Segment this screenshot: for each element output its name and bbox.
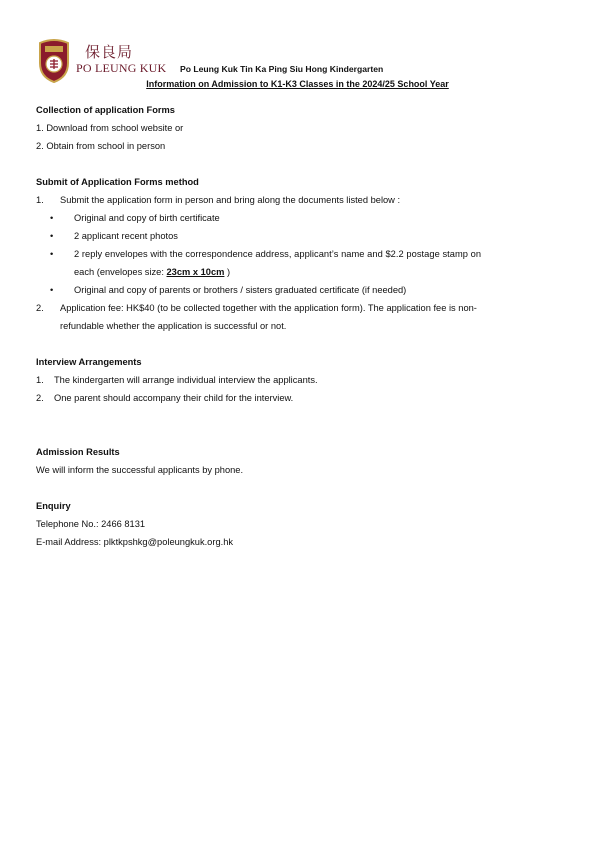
document-bullet-item: 2 reply envelopes with the correspondence address, applicant’s name and $2.2 postage stamp on: [74, 249, 482, 259]
submit-heading: Submit of Application Forms method: [36, 177, 199, 187]
collection-item: 2. Obtain from school in person: [36, 141, 166, 151]
document-bullet-item: Original and copy of parents or brothers / sisters graduated certificate (if needed): [74, 285, 407, 295]
results-text: We will inform the successful applicants by phone.: [36, 465, 244, 475]
interview-heading: Interview Arrangements: [36, 357, 142, 367]
enquiry-email: E-mail Address: plktkpshkg@poleungkuk.org.hk: [36, 537, 234, 547]
bullet-icon: •: [50, 231, 54, 241]
collection-heading: Collection of application Forms: [36, 105, 175, 115]
application-fee-text-cont: refundable whether the application is successful or not.: [60, 321, 287, 331]
submit-item-text: Submit the application form in person and bring along the documents listed below :: [60, 195, 401, 205]
document-bullet-item: 2 applicant recent photos: [74, 231, 178, 241]
interview-item-text: One parent should accompany their child for the interview.: [54, 393, 294, 403]
interview-item-number: 1.: [36, 375, 44, 385]
school-name: Po Leung Kuk Tin Ka Ping Siu Hong Kindergarten: [180, 64, 384, 74]
bullet-icon: •: [50, 285, 54, 295]
document-bullet-item: Original and copy of birth certificate: [74, 213, 220, 223]
enquiry-heading: Enquiry: [36, 501, 71, 511]
logo-chinese-text: 保良局: [85, 43, 134, 61]
collection-item: 1. Download from school website or: [36, 123, 184, 133]
submit-item-number: 1.: [36, 195, 44, 205]
interview-item-text: The kindergarten will arrange individual interview the applicants.: [54, 375, 318, 385]
logo-english-text: PO LEUNG KUK: [76, 61, 167, 75]
enquiry-phone: Telephone No.: 2466 8131: [36, 519, 146, 529]
application-fee-text: Application fee: HK$40 (to be collected together with the application form). The application fee is non-: [60, 303, 477, 313]
bullet-icon: •: [50, 249, 54, 259]
submit-item-number: 2.: [36, 303, 44, 313]
interview-item-number: 2.: [36, 393, 44, 403]
envelope-size-value: 23cm x 10cm: [166, 267, 225, 277]
bullet-icon: •: [50, 213, 54, 223]
po-leung-kuk-crest-icon: [36, 37, 72, 83]
results-heading: Admission Results: [36, 447, 120, 457]
envelope-size-suffix: ): [224, 267, 231, 277]
envelope-size-prefix: each (envelopes size:: [74, 267, 167, 277]
envelope-size-line: [74, 266, 230, 278]
document-title: Information on Admission to K1-K3 Classes in the 2024/25 School Year: [146, 79, 449, 89]
